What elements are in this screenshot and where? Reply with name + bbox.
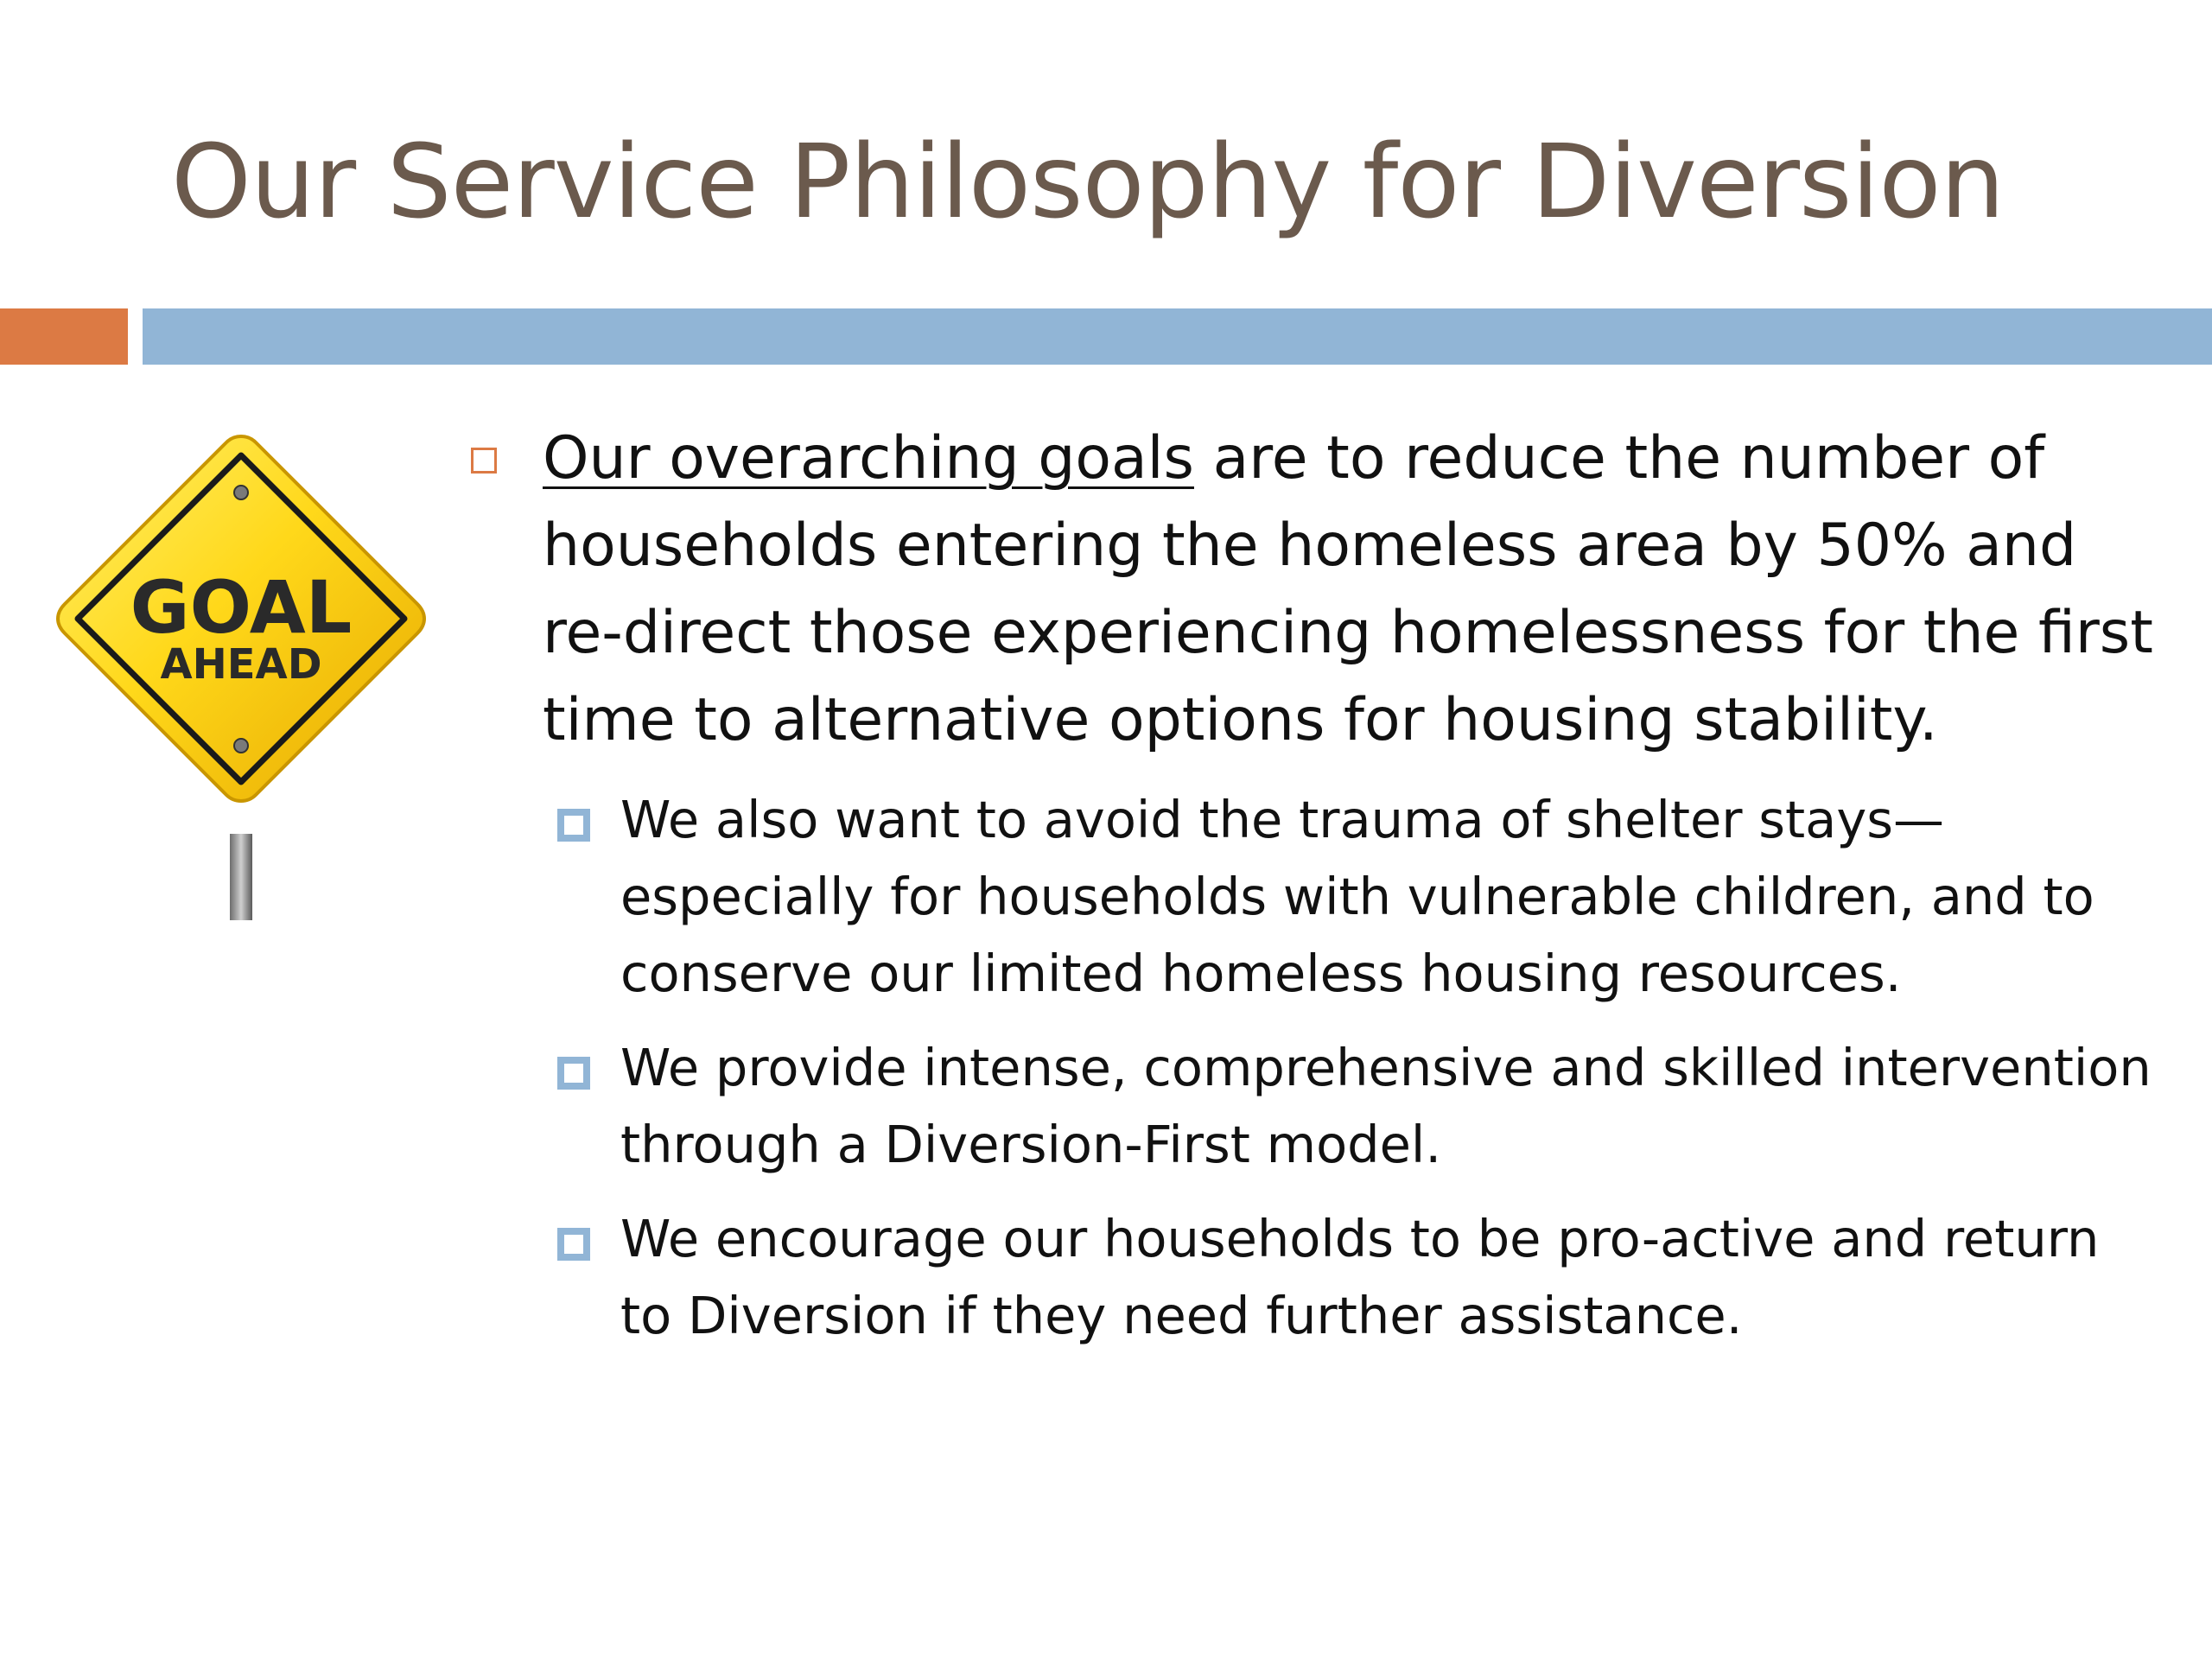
goal-ahead-sign-icon: [50, 428, 432, 920]
main-bullet-text: are to reduce the number of households entering the homeless area by 50% and re-direct those experiencing homelessness for the first time to alternative options for housing stability.: [543, 424, 2153, 754]
main-bullet: [471, 415, 2164, 764]
square-bullet-icon: [557, 1228, 590, 1261]
hollow-square-bullet-icon: [471, 448, 497, 474]
sub-bullet-text: We also want to avoid the trauma of shelter stays—especially for households with vulnerable children, and to conserve our limited homeless housing resources.: [620, 790, 2094, 1003]
sub-bullet-text: We encourage our households to be pro-active and return to Diversion if they need further assistance.: [620, 1209, 2100, 1345]
sub-bullet: [557, 1029, 2164, 1183]
sign-text-goal: GOAL: [130, 565, 353, 650]
main-bullet-lead: Our overarching goals: [543, 424, 1194, 493]
sub-bullet: [557, 1200, 2164, 1354]
sign-text-ahead: AHEAD: [160, 640, 322, 689]
square-bullet-icon: [557, 809, 590, 842]
slide-content: [471, 415, 2164, 1354]
sub-bullet: [557, 781, 2164, 1012]
accent-bar-orange: [0, 308, 128, 365]
slide-title: Our Service Philosophy for Diversion: [171, 122, 2005, 241]
sub-bullet-text: We provide intense, comprehensive and skilled intervention through a Diversion-First model.: [620, 1038, 2152, 1174]
square-bullet-icon: [557, 1057, 590, 1090]
accent-bar-blue: [143, 308, 2212, 365]
